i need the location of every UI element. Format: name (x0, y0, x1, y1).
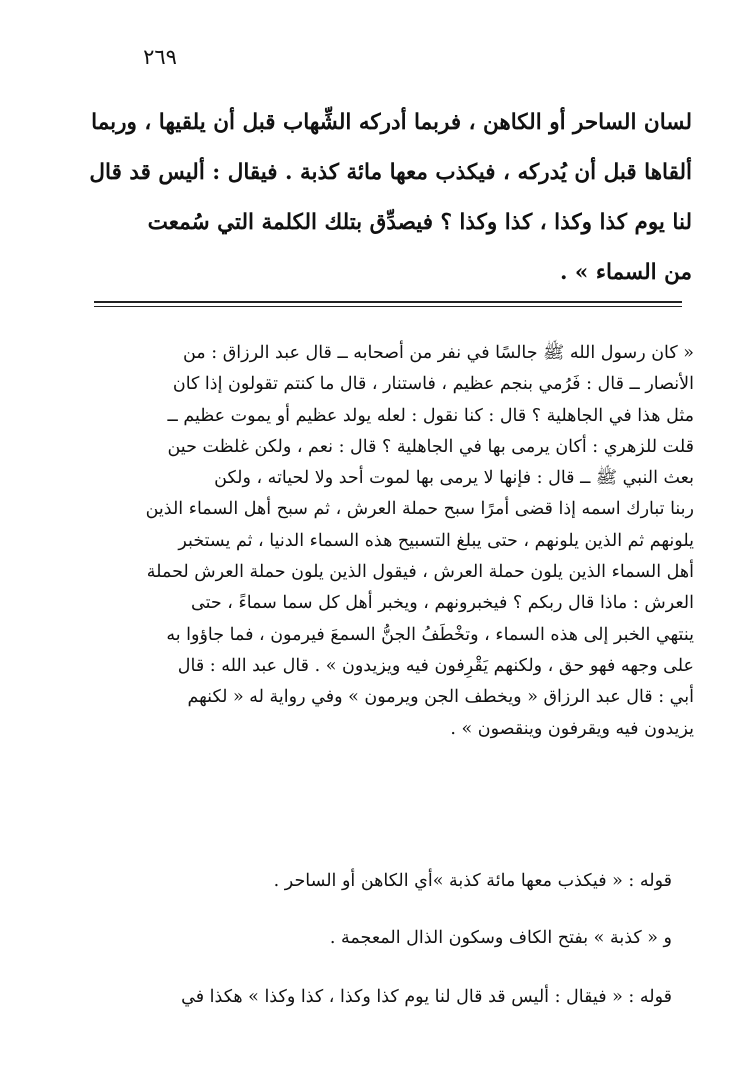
divider-thin (94, 306, 682, 307)
commentary-line: العرش : ماذا قال ربكم ؟ فيخبرونهم ، ويخبر أهل كل سما سماءً ، حتى (191, 593, 694, 614)
note-line: قوله : « فيقال : أليس قد قال لنا يوم كذا وكذا ، كذا وكذا » هكذا في (181, 987, 672, 1007)
commentary-line: أبي : قال عبد الرزاق « ويخطف الجن ويرمون » وفي رواية له « لكنهم (187, 687, 694, 708)
commentary-line: يزيدون فيه ويقرفون وينقصون » . (450, 718, 694, 739)
notes-section (72, 866, 692, 1012)
commentary-line: ربنا تبارك اسمه إذا قضى أمرًا سبح حملة العرش ، ثم سبح أهل السماء الذين (145, 499, 694, 520)
main-text (72, 98, 692, 298)
commentary-line: مثل هذا في الجاهلية ؟ قال : كنا نقول : لعله يولد عظيم أو يموت عظيم ــ (167, 405, 694, 426)
commentary-line: « كان رسول الله ﷺ جالسًا في نفر من أصحابه ــ قال عبد الرزاق : من (182, 343, 694, 363)
commentary-line: بعث النبي ﷺ ــ قال : فإنها لا يرمى بها لموت أحد ولا لحياته ، ولكن (214, 468, 694, 489)
note-line: قوله : « فيكذب معها مائة كذبة »أي الكاهن أو الساحر . (273, 871, 672, 891)
commentary-line: قلت للزهري : أكان يرمى بها في الجاهلية ؟ قال : نعم ، ولكن غلظت حين (167, 436, 694, 457)
main-text-line: من السماء » . (559, 260, 692, 285)
divider-thick (94, 301, 682, 303)
commentary-line: يلونهم ثم الذين يلونهم ، حتى يبلغ التسبيح هذه السماء الدنيا ، ثم يستخبر (178, 530, 694, 551)
commentary-text (72, 338, 694, 745)
note-line: و « كذبة » بفتح الكاف وسكون الذال المعجمة . (329, 928, 672, 948)
commentary-line: ينتهي الخبر إلى هذه السماء ، وتخْطَفُ الجنُّ السمعَ فيرمون ، فما جاؤوا به (166, 624, 694, 645)
main-text-line: لنا يوم كذا وكذا ، كذا وكذا ؟ فيصدِّق بتلك الكلمة التي سُمعت (147, 210, 692, 235)
page-number: ٢٦٩ (143, 45, 177, 69)
main-text-line: ألقاها قبل أن يُدركه ، فيكذب معها مائة كذبة . فيقال : أليس قد قال (89, 160, 692, 185)
commentary-line: على وجهه فهو حق ، ولكنهم يَقْرِفون فيه ويزيدون » . قال عبد الله : قال (177, 655, 694, 676)
main-text-line: لسان الساحر أو الكاهن ، فربما أدركه الشِّهاب قبل أن يلقيها ، وربما (91, 110, 692, 135)
commentary-line: أهل السماء الذين يلون حملة العرش ، فيقول الذين يلون حملة العرش لحملة (146, 562, 694, 583)
commentary-line: الأنصار ــ قال : فَرُمي بنجم عظيم ، فاستنار ، قال ما كنتم تقولون إذا كان (172, 374, 694, 395)
